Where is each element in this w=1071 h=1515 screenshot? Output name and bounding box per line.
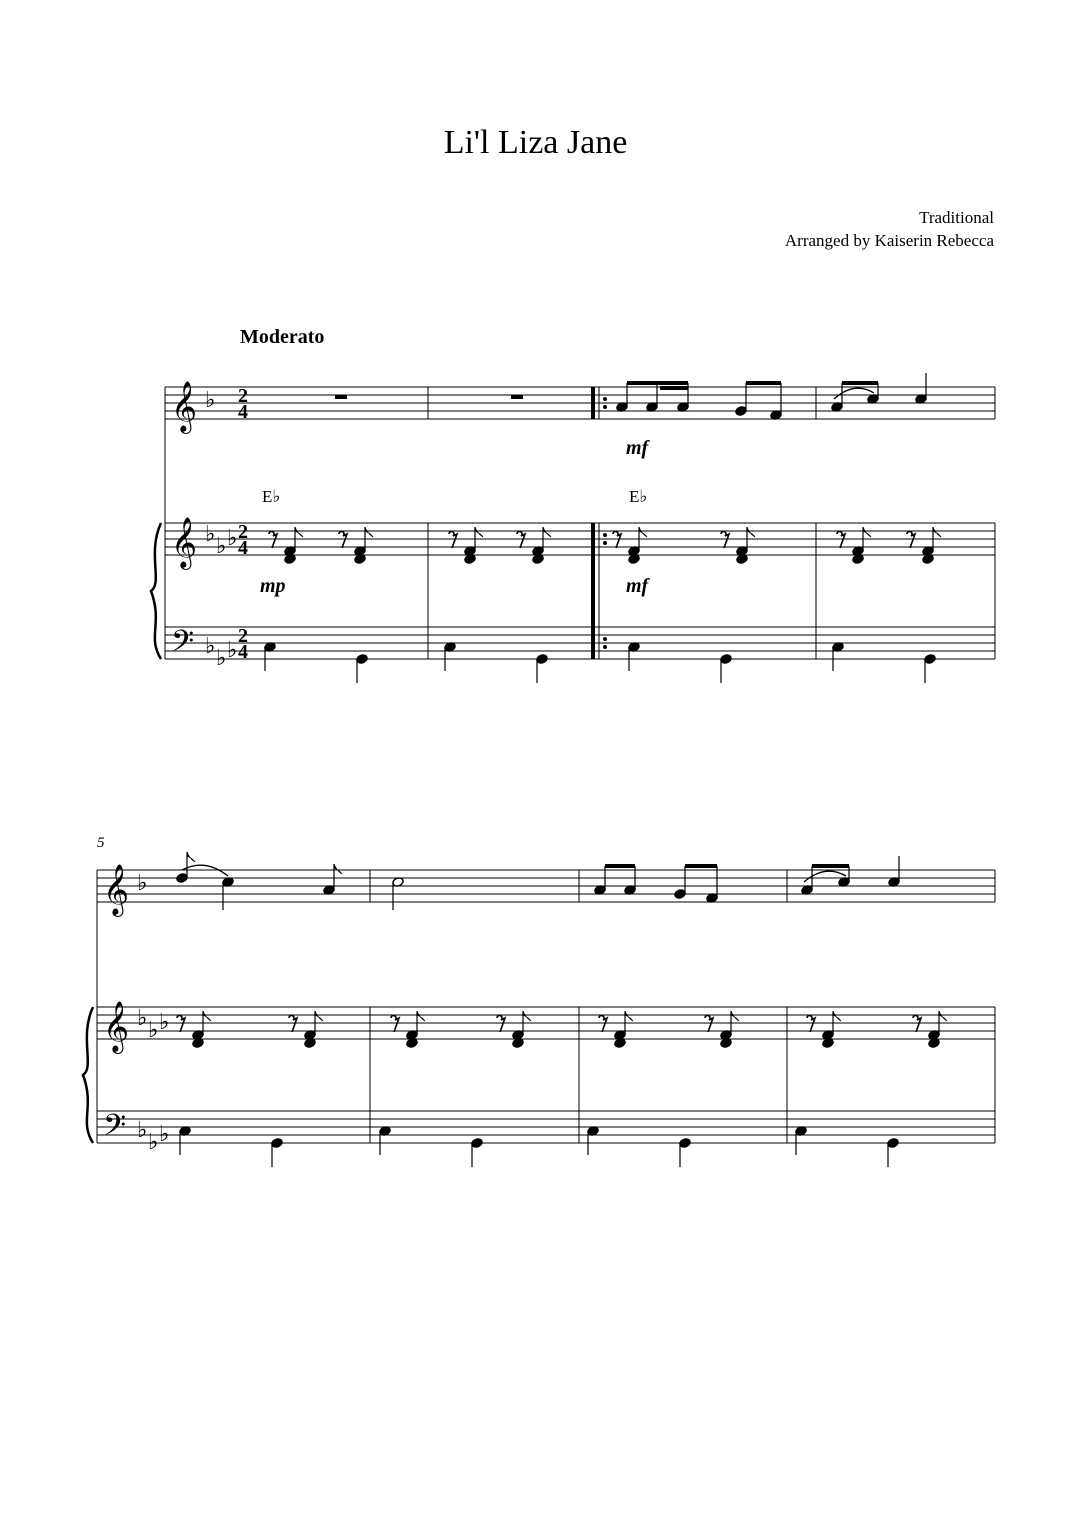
- repeat-dot: [603, 405, 607, 409]
- eighth-rest: [517, 532, 525, 549]
- key-signature-flat: ♭: [216, 533, 227, 558]
- note-flag: [863, 527, 871, 537]
- notehead: [271, 1138, 283, 1149]
- repeat-dot: [603, 541, 607, 545]
- key-signature-flat: ♭: [137, 1117, 148, 1142]
- key-signature-flat: ♭: [216, 645, 227, 670]
- arranger-credit: Arranged by Kaiserin Rebecca: [784, 231, 994, 250]
- notes: [176, 373, 947, 1167]
- whole-rest: [511, 395, 523, 399]
- notehead: [679, 1138, 691, 1149]
- bass-clef: 𝄢: [103, 1109, 127, 1149]
- key-signature-flat: ♭: [205, 521, 216, 546]
- dynamic-marking: mf: [626, 575, 649, 597]
- clefs-and-signatures: [103, 382, 248, 1154]
- time-signature-bottom: 4: [238, 401, 248, 423]
- note-flag: [933, 527, 941, 537]
- whole-rest: [335, 395, 347, 399]
- note-flag: [315, 1011, 323, 1021]
- key-signature-flat: ♭: [148, 1129, 159, 1154]
- notehead: [720, 654, 732, 665]
- eighth-rest: [177, 1016, 185, 1032]
- eighth-rest: [269, 532, 277, 549]
- bass-clef: 𝄢: [171, 625, 195, 665]
- key-signature-flat: ♭: [159, 1009, 170, 1034]
- measure-number: 5: [97, 835, 105, 851]
- note-flag: [747, 527, 755, 537]
- eighth-rest: [837, 531, 845, 548]
- treble-clef: 𝄞: [103, 865, 130, 914]
- eighth-rest: [705, 1016, 713, 1032]
- note-flag: [833, 1011, 841, 1021]
- notehead: [735, 406, 747, 417]
- note-flag: [187, 852, 195, 862]
- treble-clef: 𝄞: [171, 518, 198, 567]
- note-flag: [731, 1011, 739, 1021]
- notehead: [924, 654, 936, 665]
- notehead: [471, 1138, 483, 1149]
- notehead: [674, 889, 686, 900]
- note-flag: [639, 527, 647, 537]
- tempo-marking: Moderato: [240, 326, 325, 348]
- score-title: Li'l Liza Jane: [443, 124, 628, 161]
- key-signature-flat: ♭: [137, 870, 148, 895]
- key-signature-flat: ♭: [148, 1017, 159, 1042]
- eighth-rest: [391, 1015, 399, 1032]
- time-signature-bottom: 4: [238, 537, 248, 559]
- chord-symbol: E♭: [262, 487, 281, 506]
- staff-lines: [97, 387, 995, 1143]
- note-flag: [365, 527, 373, 537]
- chord-symbol: E♭: [629, 487, 648, 506]
- note-flag: [475, 527, 483, 537]
- eighth-rest: [497, 1016, 505, 1032]
- note-flag: [334, 864, 342, 874]
- eighth-rest: [913, 1016, 921, 1032]
- repeat-dot: [603, 533, 607, 537]
- eighth-rest: [339, 532, 347, 549]
- time-signature-top: 2: [238, 625, 248, 647]
- key-signature-flat: ♭: [205, 387, 216, 412]
- dynamic-marking: mf: [626, 437, 649, 459]
- time-signature-bottom: 4: [238, 641, 248, 663]
- slur: [182, 865, 228, 876]
- repeat-dot: [603, 637, 607, 641]
- treble-clef: 𝄞: [171, 382, 198, 431]
- notehead: [536, 654, 548, 665]
- repeat-dot: [603, 397, 607, 401]
- piano-brace: [151, 523, 161, 659]
- key-signature-flat: ♭: [137, 1005, 148, 1030]
- eighth-rest: [449, 532, 457, 549]
- notehead: [887, 1138, 899, 1149]
- note-flag: [295, 527, 303, 537]
- eighth-rest: [807, 1015, 815, 1032]
- note-flag: [625, 1011, 633, 1021]
- barlines: [83, 387, 995, 1143]
- note-flag: [543, 527, 551, 537]
- note-flag: [523, 1011, 531, 1021]
- notehead: [356, 654, 368, 665]
- dynamic-marking: mp: [260, 575, 286, 597]
- composer-credit: Traditional: [919, 208, 994, 227]
- key-signature-flat: ♭: [227, 525, 238, 550]
- note-flag: [203, 1011, 211, 1021]
- note-flag: [417, 1011, 425, 1021]
- key-signature-flat: ♭: [227, 637, 238, 662]
- notehead: [176, 873, 188, 884]
- eighth-rest: [613, 532, 621, 549]
- eighth-rest: [721, 532, 729, 548]
- treble-clef: 𝄞: [103, 1002, 130, 1051]
- time-signature-top: 2: [238, 385, 248, 407]
- repeat-dot: [603, 645, 607, 649]
- note-flag: [939, 1011, 947, 1021]
- key-signature-flat: ♭: [159, 1121, 170, 1146]
- eighth-rest: [907, 531, 915, 548]
- eighth-rest: [599, 1015, 607, 1032]
- time-signature-top: 2: [238, 521, 248, 543]
- key-signature-flat: ♭: [205, 633, 216, 658]
- slur: [834, 388, 874, 399]
- eighth-rest: [289, 1016, 297, 1032]
- piano-brace: [83, 1007, 93, 1143]
